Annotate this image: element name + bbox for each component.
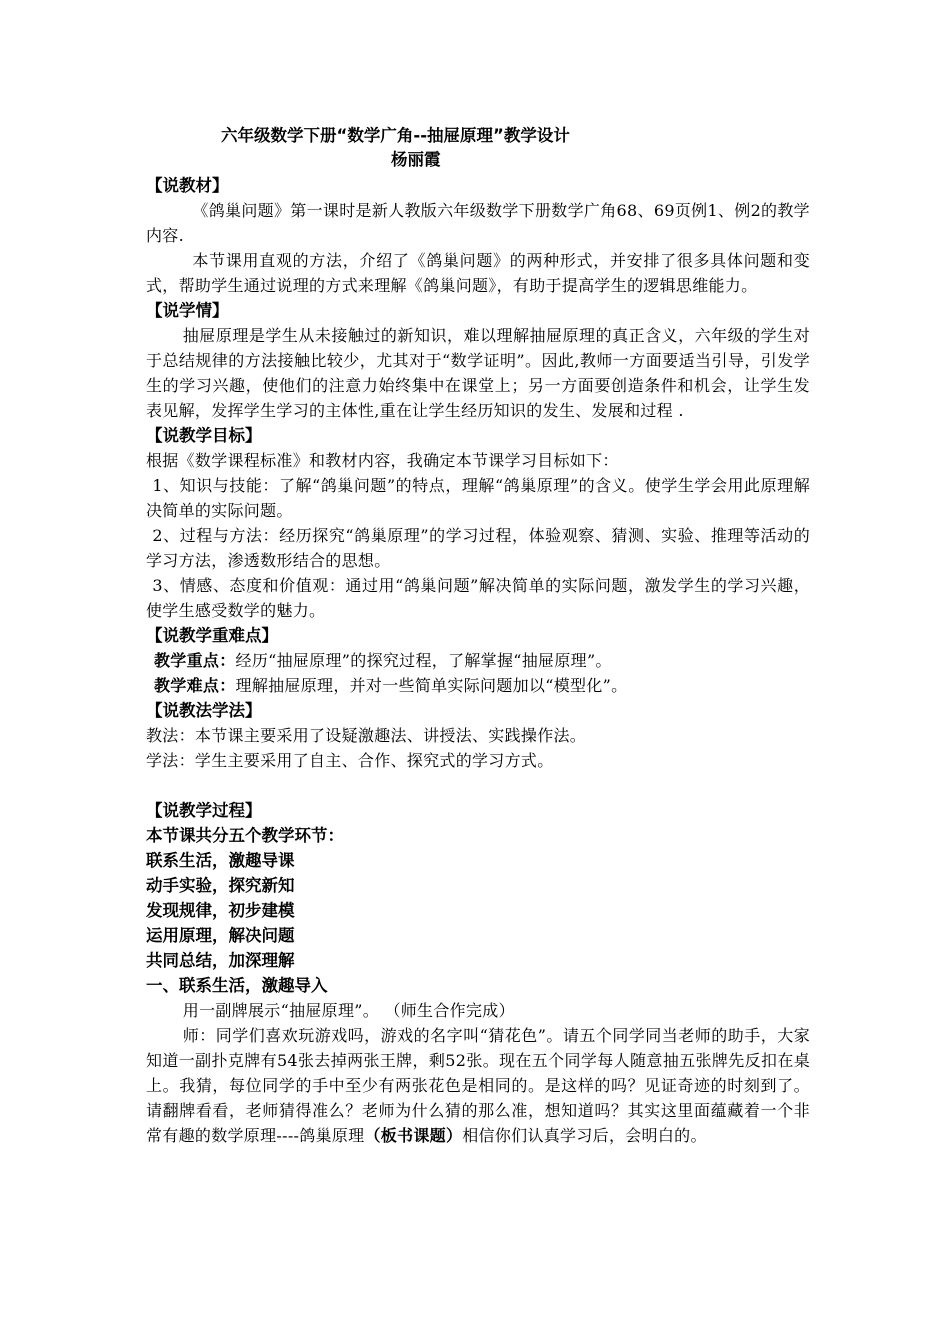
- key-point-label: 教学重点：: [154, 651, 236, 670]
- process-step: 发现规律，初步建模: [146, 901, 295, 920]
- paragraph-textbook-2: 本节课用直观的方法，介绍了《鸽巢问题》的两种形式，并安排了很多具体问题和变式，帮助学生通过说理的方式来理解《鸽巢问题》，有助于提高学生的逻辑思维能力。: [146, 251, 810, 295]
- process-step: 运用原理，解决问题: [146, 926, 295, 945]
- goal-item-2: 2、过程与方法：经历探究“鸽巢原理”的学习过程，体验观察、猜测、实验、推理等活动的学习方法，渗透数形结合的思想。: [146, 526, 810, 570]
- section-heading-methods: 【说教法学法】: [146, 701, 262, 720]
- document-author: 杨丽霞: [391, 150, 441, 169]
- goal-item-1: 1、知识与技能：了解“鸽巢问题”的特点，理解“鸽巢原理”的含义。使学生学会用此原理解决简单的实际问题。: [146, 476, 810, 520]
- difficult-point-label: 教学难点：: [154, 676, 236, 695]
- process-step: 共同总结，加深理解: [146, 951, 295, 970]
- part1-paragraph-2-tail: 相信你们认真学习后，会明白的。: [462, 1126, 707, 1145]
- teaching-method: 教法：本节课主要采用了设疑激趣法、讲授法、实践操作法。: [146, 726, 587, 745]
- difficult-point-text: 理解抽屉原理，并对一些简单实际问题加以“模型化”。: [235, 676, 628, 695]
- learning-method: 学法：学生主要采用了自主、合作、探究式的学习方式。: [146, 751, 554, 770]
- goal-item-3: 3、情感、态度和价值观：通过用“鸽巢问题”解决简单的实际问题，激发学生的学习兴趣，使学生感受数学的魅力。: [146, 576, 810, 620]
- blank-line: [146, 773, 810, 798]
- document-page: [146, 124, 810, 1148]
- section-heading-textbook: 【说教材】: [146, 176, 229, 195]
- paragraph-textbook-1: 《鸽巢问题》第一课时是新人教版六年级数学下册数学广角68、69页例1、例2的教学内容.: [146, 201, 810, 245]
- board-title-note: （板书课题）: [364, 1126, 463, 1145]
- key-point-line: [146, 648, 810, 673]
- section-heading-goals: 【说教学目标】: [146, 426, 262, 445]
- document-title: 六年级数学下册“数学广角--抽屉原理”教学设计: [221, 126, 570, 145]
- key-point-text: 经历“抽屉原理”的探究过程，了解掌握“抽屉原理”。: [235, 651, 612, 670]
- part1-paragraph-2-text: 师：同学们喜欢玩游戏吗，游戏的名字叫“猜花色”。请五个同学同当老师的助手，大家知道一副扑克牌有54张去掉两张王牌，剩52张。现在五个同学每人随意抽五张牌先反扣在桌上。我猜，每位同学的手中至少有两张花色是相同的。是这样的吗？见证奇迹的时刻到了。请翻牌看看，老师猜得准么？老师为什么猜的那么准，想知道吗？其实这里面蕴藏着一个非常有趣的数学原理----鸽巢原理: [146, 1026, 810, 1145]
- section-heading-process: 【说教学过程】: [146, 801, 262, 820]
- part1-paragraph-1: 用一副牌展示“抽屉原理”。 （师生合作完成）: [182, 1001, 515, 1020]
- goals-intro: 根据《数学课程标准》和教材内容，我确定本节课学习目标如下：: [146, 451, 619, 470]
- process-step: 联系生活，激趣导课: [146, 851, 295, 870]
- part1-paragraph-2: [146, 1023, 810, 1148]
- difficult-point-line: [146, 673, 810, 698]
- process-intro: 本节课共分五个教学环节：: [146, 826, 344, 845]
- section-heading-students: 【说学情】: [146, 301, 229, 320]
- part1-heading: 一、联系生活，激趣导入: [146, 976, 328, 995]
- process-step: 动手实验，探究新知: [146, 876, 295, 895]
- section-heading-key-points: 【说教学重难点】: [146, 626, 278, 645]
- paragraph-students: 抽屉原理是学生从未接触过的新知识，难以理解抽屉原理的真正含义，六年级的学生对于总结规律的方法接触比较少，尤其对于“数学证明”。因此,教师一方面要适当引导，引发学生的学习兴趣，使他们的注意力始终集中在课堂上；另一方面要创造条件和机会，让学生发表见解，发挥学生学习的主体性,重在让学生经历知识的发生、发展和过程 .: [146, 326, 810, 420]
